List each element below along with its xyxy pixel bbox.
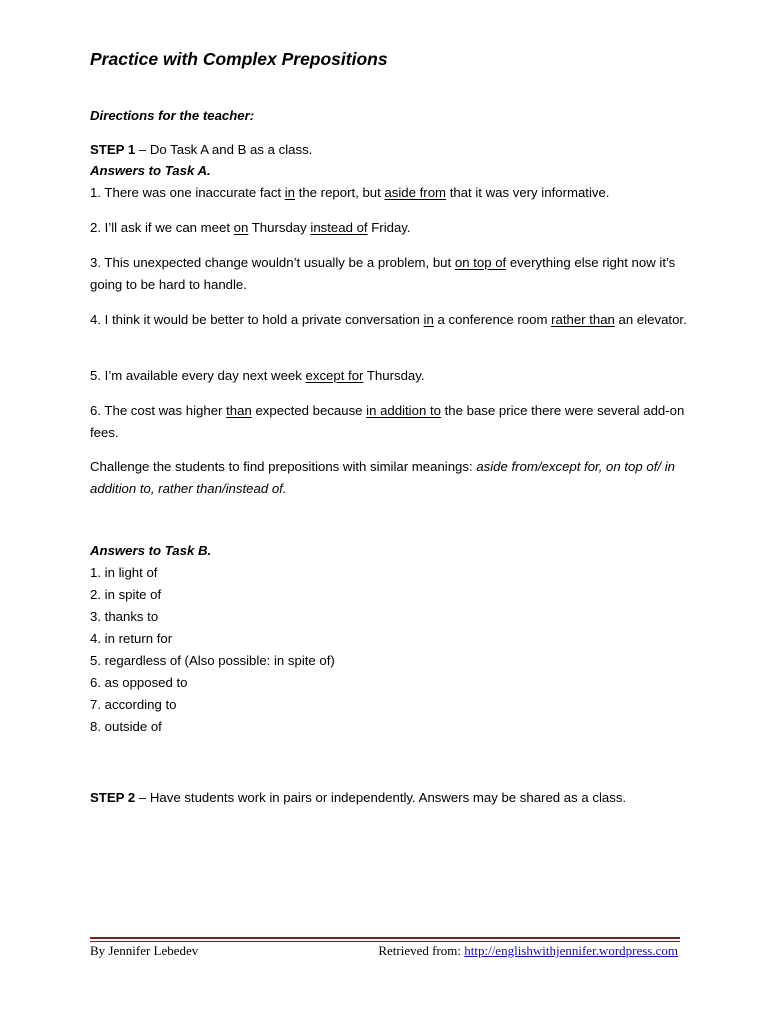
answer-preposition: on [233, 220, 249, 235]
task-b-heading: Answers to Task B. [90, 543, 212, 558]
text-run: that it was very informative. [446, 185, 610, 200]
step2-label: STEP 2 [90, 790, 136, 805]
step1-text: – Do Task A and B as a class. [135, 142, 313, 157]
step2-line [90, 787, 690, 809]
step1-label: STEP 1 [90, 142, 136, 157]
task-b-list [90, 562, 690, 738]
list-item: 1. in light of [90, 565, 158, 580]
footer-source [378, 943, 678, 959]
answer-preposition: in [284, 185, 296, 200]
answer-preposition: than [226, 403, 252, 418]
step1-line [90, 139, 690, 161]
answer-preposition: in addition to [366, 403, 441, 418]
task-a-item-4 [90, 309, 690, 331]
text-run: 2. I’ll ask if we can meet [90, 220, 234, 235]
text-run: the base price there were several add-on fees. [90, 403, 685, 440]
text-run: Friday. [367, 220, 411, 235]
text-run: a conference room [433, 312, 552, 327]
list-item: 3. thanks to [90, 609, 159, 624]
task-a-item-1 [90, 182, 690, 204]
answer-preposition: aside from [384, 185, 447, 200]
list-item: 2. in spite of [90, 587, 162, 602]
challenge-paragraph [90, 456, 690, 500]
task-a-item-6 [90, 400, 690, 444]
text-run: everything else right now it’s going to be hard to handle. [90, 255, 676, 292]
footer-rule-thin [90, 941, 680, 942]
list-item: 8. outside of [90, 719, 162, 734]
answer-preposition: except for [305, 368, 364, 383]
answer-preposition: on top of [454, 255, 507, 270]
footer-source-link[interactable]: http://englishwithjennifer.wordpress.com [464, 943, 678, 958]
page-title: Practice with Complex Prepositions [90, 49, 388, 69]
step2-text: – Have students work in pairs or independently. Answers may be shared as a class. [135, 790, 627, 805]
text-run: 3. This unexpected change wouldn’t usually be a problem, but [90, 255, 455, 270]
directions-heading: Directions for the teacher: [90, 108, 255, 123]
task-a-item-2 [90, 217, 690, 239]
text-run: 6. The cost was higher [90, 403, 227, 418]
task-a-heading: Answers to Task A. [90, 163, 211, 178]
text-run: expected because [251, 403, 367, 418]
footer-author: By Jennifer Lebedev [90, 943, 199, 958]
answer-preposition: rather than [551, 312, 615, 327]
task-a-item-5 [90, 365, 690, 387]
footer-rule-thick [90, 937, 680, 939]
text-run: Thursday. [363, 368, 425, 383]
footer-retrieved-label: Retrieved from: [378, 943, 465, 958]
text-run: 1. There was one inaccurate fact [90, 185, 285, 200]
text-run: 4. I think it would be better to hold a private conversation [90, 312, 424, 327]
list-item: 6. as opposed to [90, 675, 188, 690]
challenge-text: Challenge the students to find prepositions with similar meanings: [90, 459, 477, 474]
list-item: 5. regardless of (Also possible: in spite of) [90, 653, 335, 668]
text-run: 5. I’m available every day next week [90, 368, 306, 383]
list-item: 7. according to [90, 697, 177, 712]
challenge-pairs: aside from/except for, on top of/ in addition to, rather than/instead of. [90, 459, 675, 496]
list-item: 4. in return for [90, 631, 173, 646]
answer-preposition: in [423, 312, 434, 327]
task-a-item-3 [90, 252, 690, 296]
text-run: the report, but [295, 185, 385, 200]
text-run: Thursday [248, 220, 311, 235]
answer-preposition: instead of [310, 220, 368, 235]
text-run: an elevator. [614, 312, 687, 327]
